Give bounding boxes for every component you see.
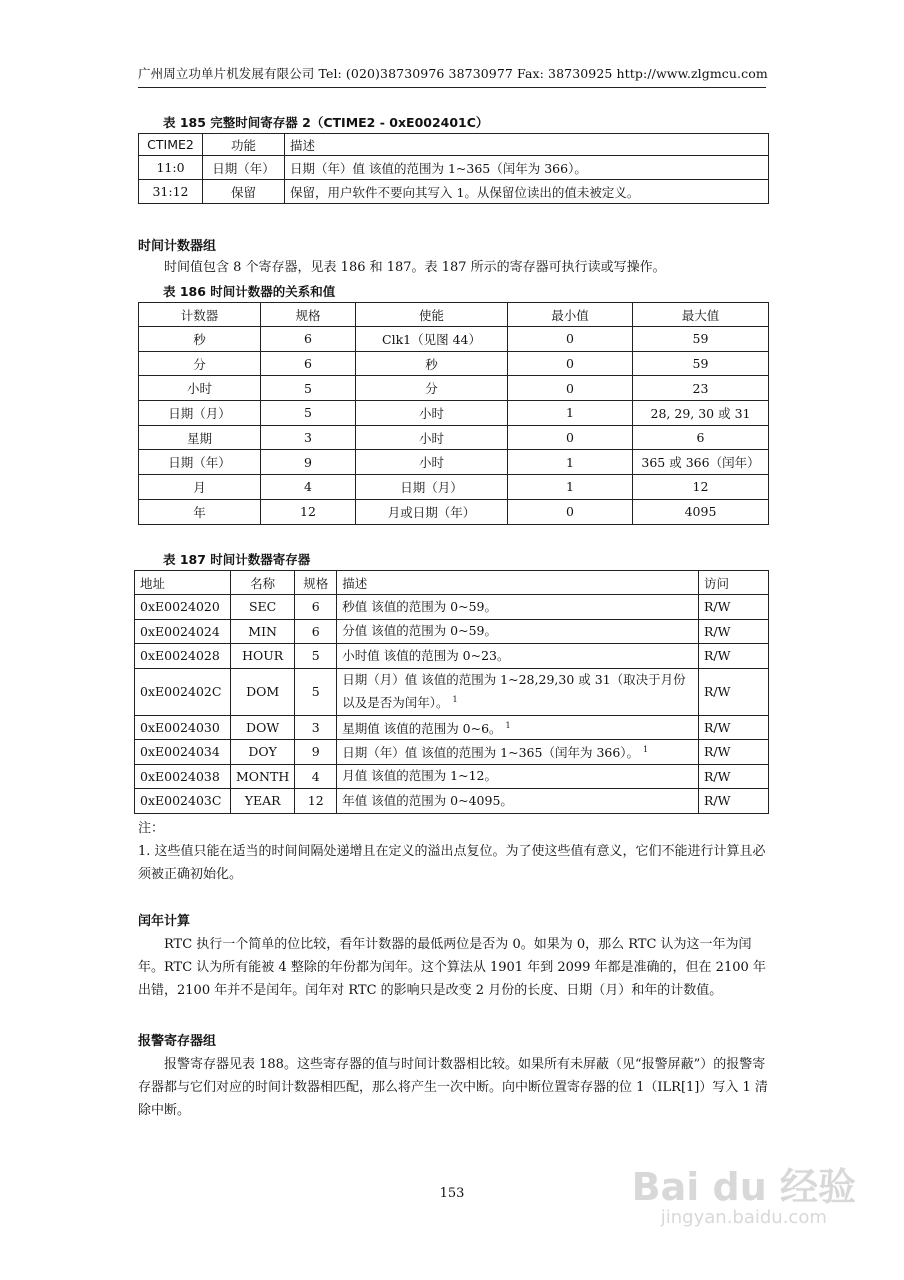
description-text: 年值 该值的范围为 0~4095。 xyxy=(342,792,513,808)
table-cell: 0xE0024034 xyxy=(135,740,231,765)
table-cell: R/W xyxy=(699,715,769,740)
table-cell: 0xE0024028 xyxy=(135,644,231,669)
notes-text: 1. 这些值只能在适当的时间间隔处递增且在定义的溢出点复位。为了使这些值有意义，它们不能进行计算且必须被正确初始化。 xyxy=(138,844,766,882)
table-cell xyxy=(337,595,699,620)
table-186-caption: 表 186 时间计数器的关系和值 xyxy=(163,284,336,299)
table-cell xyxy=(337,619,699,644)
table-cell: 1 xyxy=(508,450,633,475)
section-title-time-counters: 时间计数器组 xyxy=(138,239,217,254)
notes xyxy=(138,817,768,886)
table-cell: 0 xyxy=(508,327,633,352)
table-cell: 6 xyxy=(295,619,337,644)
footnote-marker: 1 xyxy=(452,694,458,704)
table-cell: 11:0 xyxy=(139,156,203,180)
table-header-cell: 规格 xyxy=(295,571,337,595)
table-cell: R/W xyxy=(699,619,769,644)
table-187 xyxy=(134,570,769,814)
table-header-cell: 地址 xyxy=(135,571,231,595)
table-cell: 4095 xyxy=(633,499,769,524)
table-row xyxy=(135,764,769,789)
table-cell: 日期（年） xyxy=(139,450,261,475)
table-cell: 4 xyxy=(295,764,337,789)
table-cell: 小时 xyxy=(139,376,261,401)
table-cell: 12 xyxy=(295,789,337,814)
table-header-cell: 描述 xyxy=(285,134,769,156)
table-cell: 6 xyxy=(261,351,356,376)
page-header: 广州周立功单片机发展有限公司 Tel: (020)38730976 38730977 Fax: 38730925 http://www.zlgmcu.com xyxy=(138,64,766,88)
table-row xyxy=(135,668,769,715)
description-text: 秒值 该值的范围为 0~59。 xyxy=(342,598,498,614)
table-cell: DOW xyxy=(231,715,295,740)
table-cell: 星期 xyxy=(139,425,261,450)
description-text: 月值 该值的范围为 1~12。 xyxy=(342,768,498,784)
watermark-url: jingyan.baidu.com xyxy=(660,1207,827,1228)
table-header-cell: 规格 xyxy=(261,303,356,327)
description-text: 日期（月）值 该值的范围为 1~28,29,30 或 31（取决于月份以及是否为闰年）。 xyxy=(342,671,686,711)
table-cell xyxy=(337,789,699,814)
table-row xyxy=(139,401,769,426)
table-cell: 9 xyxy=(295,740,337,765)
table-row xyxy=(139,351,769,376)
table-header-cell: 最大值 xyxy=(633,303,769,327)
table-cell: DOY xyxy=(231,740,295,765)
table-cell: 0 xyxy=(508,376,633,401)
table-cell: 小时 xyxy=(356,401,508,426)
page-number: 153 xyxy=(439,1186,465,1201)
section-text-alarm-registers xyxy=(138,1053,768,1122)
table-row xyxy=(135,715,769,740)
table-cell: 3 xyxy=(295,715,337,740)
table-cell: 0xE0024020 xyxy=(135,595,231,620)
section-text-time-counters xyxy=(138,256,768,279)
table-cell: 0xE002403C xyxy=(135,789,231,814)
table-cell: 5 xyxy=(261,376,356,401)
table-row xyxy=(135,619,769,644)
table-cell: HOUR xyxy=(231,644,295,669)
description-text: 分值 该值的范围为 0~59。 xyxy=(342,623,498,639)
description-text: 小时值 该值的范围为 0~23。 xyxy=(342,647,510,663)
table-cell: 分 xyxy=(139,351,261,376)
table-cell: 0xE002402C xyxy=(135,668,231,715)
table-cell: 秒 xyxy=(356,351,508,376)
watermark-brand: Bai du 经验 xyxy=(631,1165,856,1209)
table-cell xyxy=(337,644,699,669)
table-header-cell: 描述 xyxy=(337,571,699,595)
table-cell: 6 xyxy=(261,327,356,352)
table-cell: 0xE0024024 xyxy=(135,619,231,644)
table-cell: 31:12 xyxy=(139,180,203,204)
table-cell: R/W xyxy=(699,595,769,620)
table-cell: 1 xyxy=(508,475,633,500)
notes-label: 注： xyxy=(138,821,165,836)
table-header-cell: 最小值 xyxy=(508,303,633,327)
table-cell: 59 xyxy=(633,327,769,352)
table-header-cell: 名称 xyxy=(231,571,295,595)
table-cell: 12 xyxy=(633,475,769,500)
table-row xyxy=(135,789,769,814)
table-row xyxy=(139,450,769,475)
table-cell: 1 xyxy=(508,401,633,426)
description-text: 日期（年）值 该值的范围为 1~365（闰年为 366）。 xyxy=(342,745,640,761)
table-cell: 0xE0024030 xyxy=(135,715,231,740)
table-cell: 23 xyxy=(633,376,769,401)
table-row xyxy=(139,327,769,352)
table-cell: 月或日期（年） xyxy=(356,499,508,524)
table-cell: Clk1（见图 44） xyxy=(356,327,508,352)
table-cell: 小时 xyxy=(356,425,508,450)
table-186 xyxy=(138,302,769,525)
table-cell: 分 xyxy=(356,376,508,401)
table-cell: 0 xyxy=(508,499,633,524)
table-cell: 365 或 366（闰年） xyxy=(633,450,769,475)
table-cell: 28, 29, 30 或 31 xyxy=(633,401,769,426)
table-cell: MIN xyxy=(231,619,295,644)
table-row xyxy=(135,740,769,765)
table-cell: YEAR xyxy=(231,789,295,814)
table-header-cell: 使能 xyxy=(356,303,508,327)
table-cell xyxy=(337,668,699,715)
table-cell: 6 xyxy=(295,595,337,620)
table-cell: 0 xyxy=(508,425,633,450)
paragraph: 报警寄存器见表 188。这些寄存器的值与时间计数器相比较。如果所有未屏蔽（见“报警屏蔽”）的报警寄存器都与它们对应的时间计数器相匹配，那么将产生一次中断。向中断位置寄存器的位 1（ILR[1]）写入 1 清除中断。 xyxy=(138,1057,768,1118)
table-cell: DOM xyxy=(231,668,295,715)
section-title-alarm-registers: 报警寄存器组 xyxy=(138,1034,217,1049)
table-cell: 保留 xyxy=(203,180,285,204)
section-text-leap-year xyxy=(138,933,768,1002)
table-cell: 日期（月） xyxy=(356,475,508,500)
table-cell: R/W xyxy=(699,789,769,814)
table-cell: 月 xyxy=(139,475,261,500)
table-cell: 年 xyxy=(139,499,261,524)
table-cell: 5 xyxy=(295,668,337,715)
table-185-caption: 表 185 完整时间寄存器 2（CTIME2 - 0xE002401C） xyxy=(163,115,489,130)
section-title-leap-year: 闰年计算 xyxy=(138,914,191,929)
table-cell: MONTH xyxy=(231,764,295,789)
table-row xyxy=(139,180,769,204)
table-cell: R/W xyxy=(699,668,769,715)
table-row xyxy=(139,425,769,450)
table-cell: 9 xyxy=(261,450,356,475)
table-cell: 0 xyxy=(508,351,633,376)
watermark-logo xyxy=(632,1156,856,1228)
table-cell: 0xE0024038 xyxy=(135,764,231,789)
paragraph: RTC 执行一个简单的位比较，看年计数器的最低两位是否为 0。如果为 0，那么 RTC 认为这一年为闰年。RTC 认为所有能被 4 整除的年份都为闰年。这个算法从 1901 年到 2099 年都是准确的，但在 2100 年出错，2100 年并不是闰年。闰年对 RTC 的影响只是改变 2 月份的长度、日期（月）和年的计数值。 xyxy=(138,937,766,998)
table-row xyxy=(135,644,769,669)
table-cell: R/W xyxy=(699,740,769,765)
table-cell: 保留，用户软件不要向其写入 1。从保留位读出的值未被定义。 xyxy=(285,180,769,204)
table-cell: SEC xyxy=(231,595,295,620)
table-cell: 5 xyxy=(261,401,356,426)
table-187-caption: 表 187 时间计数器寄存器 xyxy=(163,552,311,567)
table-185 xyxy=(138,133,769,204)
table-cell: 4 xyxy=(261,475,356,500)
table-cell: 日期（年）值 该值的范围为 1~365（闰年为 366）。 xyxy=(285,156,769,180)
footnote-marker: 1 xyxy=(505,720,511,730)
table-cell: R/W xyxy=(699,644,769,669)
table-cell xyxy=(337,740,699,765)
table-header-cell: CTIME2 xyxy=(139,134,203,156)
table-cell xyxy=(337,764,699,789)
table-row xyxy=(139,156,769,180)
table-cell xyxy=(337,715,699,740)
table-cell: 6 xyxy=(633,425,769,450)
table-cell: 12 xyxy=(261,499,356,524)
table-cell: 日期（年） xyxy=(203,156,285,180)
table-cell: 59 xyxy=(633,351,769,376)
table-cell: 日期（月） xyxy=(139,401,261,426)
paragraph: 时间值包含 8 个寄存器，见表 186 和 187。表 187 所示的寄存器可执行读或写操作。 xyxy=(164,260,666,275)
table-row xyxy=(139,376,769,401)
table-header-cell: 计数器 xyxy=(139,303,261,327)
table-cell: 3 xyxy=(261,425,356,450)
table-cell: R/W xyxy=(699,764,769,789)
table-cell: 5 xyxy=(295,644,337,669)
table-header-cell: 功能 xyxy=(203,134,285,156)
table-header-cell: 访问 xyxy=(699,571,769,595)
table-cell: 小时 xyxy=(356,450,508,475)
footnote-marker: 1 xyxy=(643,745,649,755)
table-row xyxy=(139,499,769,524)
table-row xyxy=(135,595,769,620)
description-text: 星期值 该值的范围为 0~6。 xyxy=(342,720,502,736)
table-row xyxy=(139,475,769,500)
table-cell: 秒 xyxy=(139,327,261,352)
